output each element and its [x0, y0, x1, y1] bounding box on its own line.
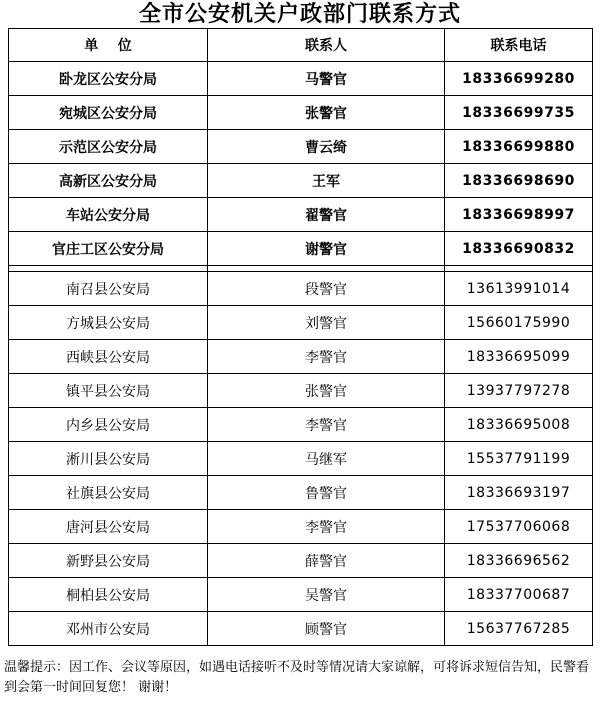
unit-cell: 宛城区公安分局 [9, 96, 208, 130]
contact-cell: 王军 [208, 164, 445, 198]
table-row [9, 96, 593, 130]
contact-cell: 吴警官 [208, 578, 445, 612]
unit-cell: 南召县公安局 [9, 272, 208, 306]
table-row [9, 340, 593, 374]
header-phone: 联系电话 [445, 29, 593, 62]
unit-cell: 内乡县公安局 [9, 408, 208, 442]
phone-cell: 18336690832 [445, 232, 593, 266]
phone-cell: 15637767285 [445, 612, 593, 646]
table-row [9, 544, 593, 578]
unit-cell: 西峡县公安局 [9, 340, 208, 374]
table-row [9, 130, 593, 164]
phone-cell: 18336695008 [445, 408, 593, 442]
table-row [9, 164, 593, 198]
table-row [9, 510, 593, 544]
phone-cell: 18336699280 [445, 62, 593, 96]
contact-cell: 张警官 [208, 96, 445, 130]
contact-cell: 谢警官 [208, 232, 445, 266]
unit-cell: 镇平县公安局 [9, 374, 208, 408]
contact-cell: 李警官 [208, 340, 445, 374]
unit-cell: 邓州市公安局 [9, 612, 208, 646]
notice-text: 温馨提示：因工作、会议等原因，如遇电话接听不及时等情况请大家谅解，可将诉求短信告知，民警看到会第一时间回复您！ 谢谢！ [4, 660, 590, 695]
unit-cell: 官庄工区公安分局 [9, 232, 208, 266]
page-title: 全市公安机关户政部门联系方式 [138, 2, 461, 27]
phone-cell: 13937797278 [445, 374, 593, 408]
table-row [9, 578, 593, 612]
contact-table [8, 28, 593, 646]
phone-cell: 18336699880 [445, 130, 593, 164]
unit-cell: 示范区公安分局 [9, 130, 208, 164]
header-contact: 联系人 [208, 29, 445, 62]
table-row [9, 272, 593, 306]
table-row [9, 374, 593, 408]
contact-cell: 顾警官 [208, 612, 445, 646]
unit-cell: 淅川县公安局 [9, 442, 208, 476]
phone-cell: 18336696562 [445, 544, 593, 578]
phone-cell: 18337700687 [445, 578, 593, 612]
table-row [9, 442, 593, 476]
unit-cell: 方城县公安局 [9, 306, 208, 340]
contact-cell: 鲁警官 [208, 476, 445, 510]
table-header-row [9, 29, 593, 62]
unit-cell: 桐柏县公安局 [9, 578, 208, 612]
table-row [9, 306, 593, 340]
phone-cell: 18336698690 [445, 164, 593, 198]
contact-cell: 薛警官 [208, 544, 445, 578]
unit-cell: 社旗县公安局 [9, 476, 208, 510]
contact-cell: 翟警官 [208, 198, 445, 232]
unit-cell: 车站公安分局 [9, 198, 208, 232]
phone-cell: 13613991014 [445, 272, 593, 306]
contact-cell: 李警官 [208, 510, 445, 544]
phone-cell: 15537791199 [445, 442, 593, 476]
table-row [9, 232, 593, 266]
phone-cell: 17537706068 [445, 510, 593, 544]
phone-cell: 18336695099 [445, 340, 593, 374]
table-row [9, 612, 593, 646]
unit-cell: 卧龙区公安分局 [9, 62, 208, 96]
contact-cell: 李警官 [208, 408, 445, 442]
unit-cell: 唐河县公安局 [9, 510, 208, 544]
contact-cell: 刘警官 [208, 306, 445, 340]
table-row [9, 62, 593, 96]
header-unit: 单 位 [9, 29, 208, 62]
contact-cell: 曹云绮 [208, 130, 445, 164]
contact-cell: 马继军 [208, 442, 445, 476]
phone-cell: 18336698997 [445, 198, 593, 232]
unit-cell: 新野县公安局 [9, 544, 208, 578]
phone-cell: 18336693197 [445, 476, 593, 510]
unit-cell: 高新区公安分局 [9, 164, 208, 198]
contact-cell: 张警官 [208, 374, 445, 408]
table-row [9, 476, 593, 510]
phone-cell: 18336699735 [445, 96, 593, 130]
contact-cell: 段警官 [208, 272, 445, 306]
table-row [9, 198, 593, 232]
table-row [9, 408, 593, 442]
contact-cell: 马警官 [208, 62, 445, 96]
phone-cell: 15660175990 [445, 306, 593, 340]
